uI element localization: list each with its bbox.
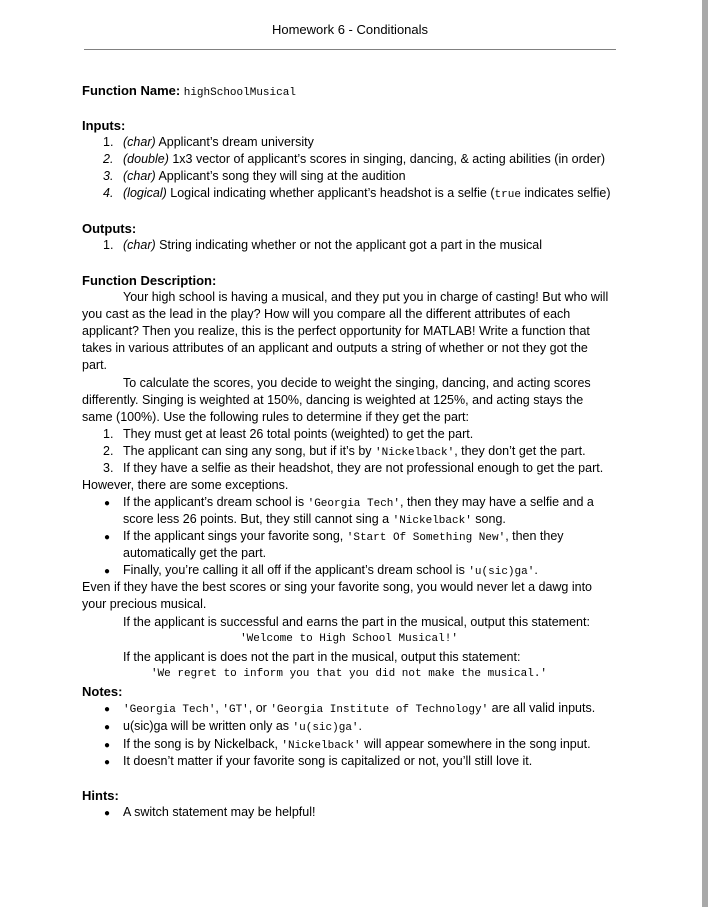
note-text: will appear somewhere in the song input.	[360, 737, 591, 751]
exception-item-cont	[123, 546, 266, 560]
note-text: It doesn’t matter if your favorite song is capitalized or not, you’ll still love it.	[123, 754, 533, 768]
exception-text: Finally, you’re calling it all off if the applicant’s dream school is	[123, 563, 469, 577]
description-line: applicant? Then you realize, this is the perfect opportunity for MATLAB! Write a function that	[82, 324, 590, 338]
input-item	[123, 186, 611, 201]
note-item	[123, 754, 532, 768]
input-desc: 1x3 vector of applicant’s scores in singing, dancing, & acting abilities (in order)	[168, 152, 605, 166]
exception-text: , then they may have a selfie and a	[400, 495, 594, 509]
note-code: 'Georgia Institute of Technology'	[270, 704, 489, 716]
note-text: are all valid inputs.	[488, 701, 596, 715]
exception-item	[123, 495, 594, 510]
note-code: 'GT'	[222, 704, 249, 716]
input-type: (char)	[123, 135, 156, 149]
fail-output: 'We regret to inform you that you did not make the musical.'	[150, 668, 548, 680]
note-text: .	[358, 719, 363, 733]
input-desc-after: indicates selfie)	[520, 186, 611, 200]
rule-code: 'Nickelback'	[375, 447, 455, 459]
input-num: 1.	[103, 135, 114, 149]
output-type: (char)	[123, 238, 156, 252]
description-line: you cast as the lead in the play? How will you compare all the different attributes of each	[82, 307, 571, 321]
success-output: 'Welcome to High School Musical!'	[240, 633, 458, 645]
output-desc: String indicating whether or not the applicant got a part in the musical	[155, 238, 542, 252]
success-text: If the applicant is successful and earns the part in the musical, output this statement:	[123, 615, 590, 629]
rule-item	[123, 444, 586, 459]
rule-text: They must get at least 26 total points (weighted) to get the part.	[123, 427, 474, 441]
closing-line: Even if they have the best scores or sing your favorite song, you would never let a dawg into	[82, 580, 593, 594]
scrollbar-strip	[702, 0, 708, 907]
exception-code: 'u(sic)ga'	[468, 566, 535, 578]
outputs-heading: Outputs:	[82, 221, 137, 236]
function-name-label: Function Name:	[82, 83, 181, 98]
input-type: (double)	[123, 152, 169, 166]
description-line: To calculate the scores, you decide to weight the singing, dancing, and acting scores	[123, 376, 591, 390]
notes-heading: Notes:	[82, 684, 123, 699]
output-item	[123, 238, 542, 252]
note-code: 'Nickelback'	[281, 740, 361, 752]
note-text: If the song is by Nickelback,	[123, 737, 282, 751]
exception-text: score less 26 points. But, they still cannot sing a	[123, 512, 393, 526]
inputs-heading: Inputs:	[82, 118, 126, 133]
exception-text: If the applicant sings your favorite song,	[123, 529, 347, 543]
input-item	[123, 152, 605, 166]
exception-text: , then they	[505, 529, 564, 543]
bullet-icon: ●	[104, 532, 111, 543]
function-name-value: highSchoolMusical	[183, 87, 296, 99]
page-title: Homework 6 - Conditionals	[271, 22, 429, 37]
exception-code: 'Start Of Something New'	[346, 532, 506, 544]
exception-code: 'Georgia Tech'	[307, 498, 401, 510]
note-item	[123, 737, 591, 752]
bullet-icon: ●	[104, 498, 111, 509]
exception-text: If the applicant’s dream school is	[123, 495, 308, 509]
exception-item-cont	[123, 512, 506, 527]
rule-text: If they have a selfie as their headshot, they are not professional enough to get the part.	[123, 461, 604, 475]
input-num: 2.	[103, 152, 114, 166]
input-desc: Logical indicating whether applicant’s headshot is a selfie (	[166, 186, 495, 200]
bullet-icon: ●	[104, 808, 111, 819]
bullet-icon: ●	[104, 757, 111, 768]
fail-text: If the applicant is does not the part in the musical, output this statement:	[123, 650, 521, 664]
header-divider	[84, 49, 616, 50]
exception-text: .	[534, 563, 538, 577]
exception-text: automatically get the part.	[123, 546, 267, 560]
input-item	[123, 135, 314, 149]
input-desc: Applicant’s dream university	[155, 135, 314, 149]
closing-line: your precious musical.	[82, 597, 207, 611]
rule-item	[123, 427, 473, 441]
output-num: 1.	[103, 238, 114, 252]
input-code: true	[494, 189, 521, 201]
rule-num: 3.	[103, 461, 114, 475]
bullet-icon: ●	[104, 566, 111, 577]
description-heading: Function Description:	[82, 273, 217, 288]
description-line: takes in various attributes of an applicant and outputs a string of whether or not they got the	[82, 341, 588, 355]
rule-num: 1.	[103, 427, 114, 441]
description-line: part.	[82, 358, 108, 372]
rule-text: The applicant can sing any song, but if it’s by	[123, 444, 376, 458]
bullet-icon: ●	[104, 740, 111, 751]
note-text: ,	[215, 701, 223, 715]
exception-text: song.	[471, 512, 506, 526]
exception-item	[123, 563, 538, 578]
hint-item: A switch statement may be helpful!	[123, 805, 316, 819]
exception-code: 'Nickelback'	[392, 515, 472, 527]
rule-text-after: , they don’t get the part.	[454, 444, 586, 458]
description-line: same (100%). Use the following rules to determine if they get the part:	[82, 410, 469, 424]
description-line: differently. Singing is weighted at 150%, dancing is weighted at 125%, and acting stays the	[82, 393, 584, 407]
note-text: , or	[248, 701, 271, 715]
note-text: u(sic)ga will be written only as	[123, 719, 293, 733]
note-item	[123, 719, 362, 734]
description-line: Your high school is having a musical, and they put you in charge of casting! But who will	[123, 290, 609, 304]
bullet-icon: ●	[104, 722, 111, 733]
input-type: (char)	[123, 169, 156, 183]
input-type: (logical)	[123, 186, 167, 200]
rule-item	[123, 461, 603, 475]
note-code: 'u(sic)ga'	[292, 722, 359, 734]
exceptions-intro: However, there are some exceptions.	[82, 478, 289, 492]
function-name-line	[82, 83, 296, 99]
input-desc: Applicant’s song they will sing at the audition	[155, 169, 406, 183]
rule-num: 2.	[103, 444, 114, 458]
hints-heading: Hints:	[82, 788, 119, 803]
exception-item	[123, 529, 564, 544]
input-num: 3.	[103, 169, 114, 183]
input-item	[123, 169, 406, 183]
input-num: 4.	[103, 186, 114, 200]
note-code: 'Georgia Tech'	[123, 704, 216, 716]
bullet-icon: ●	[104, 704, 111, 715]
note-item	[123, 701, 595, 716]
